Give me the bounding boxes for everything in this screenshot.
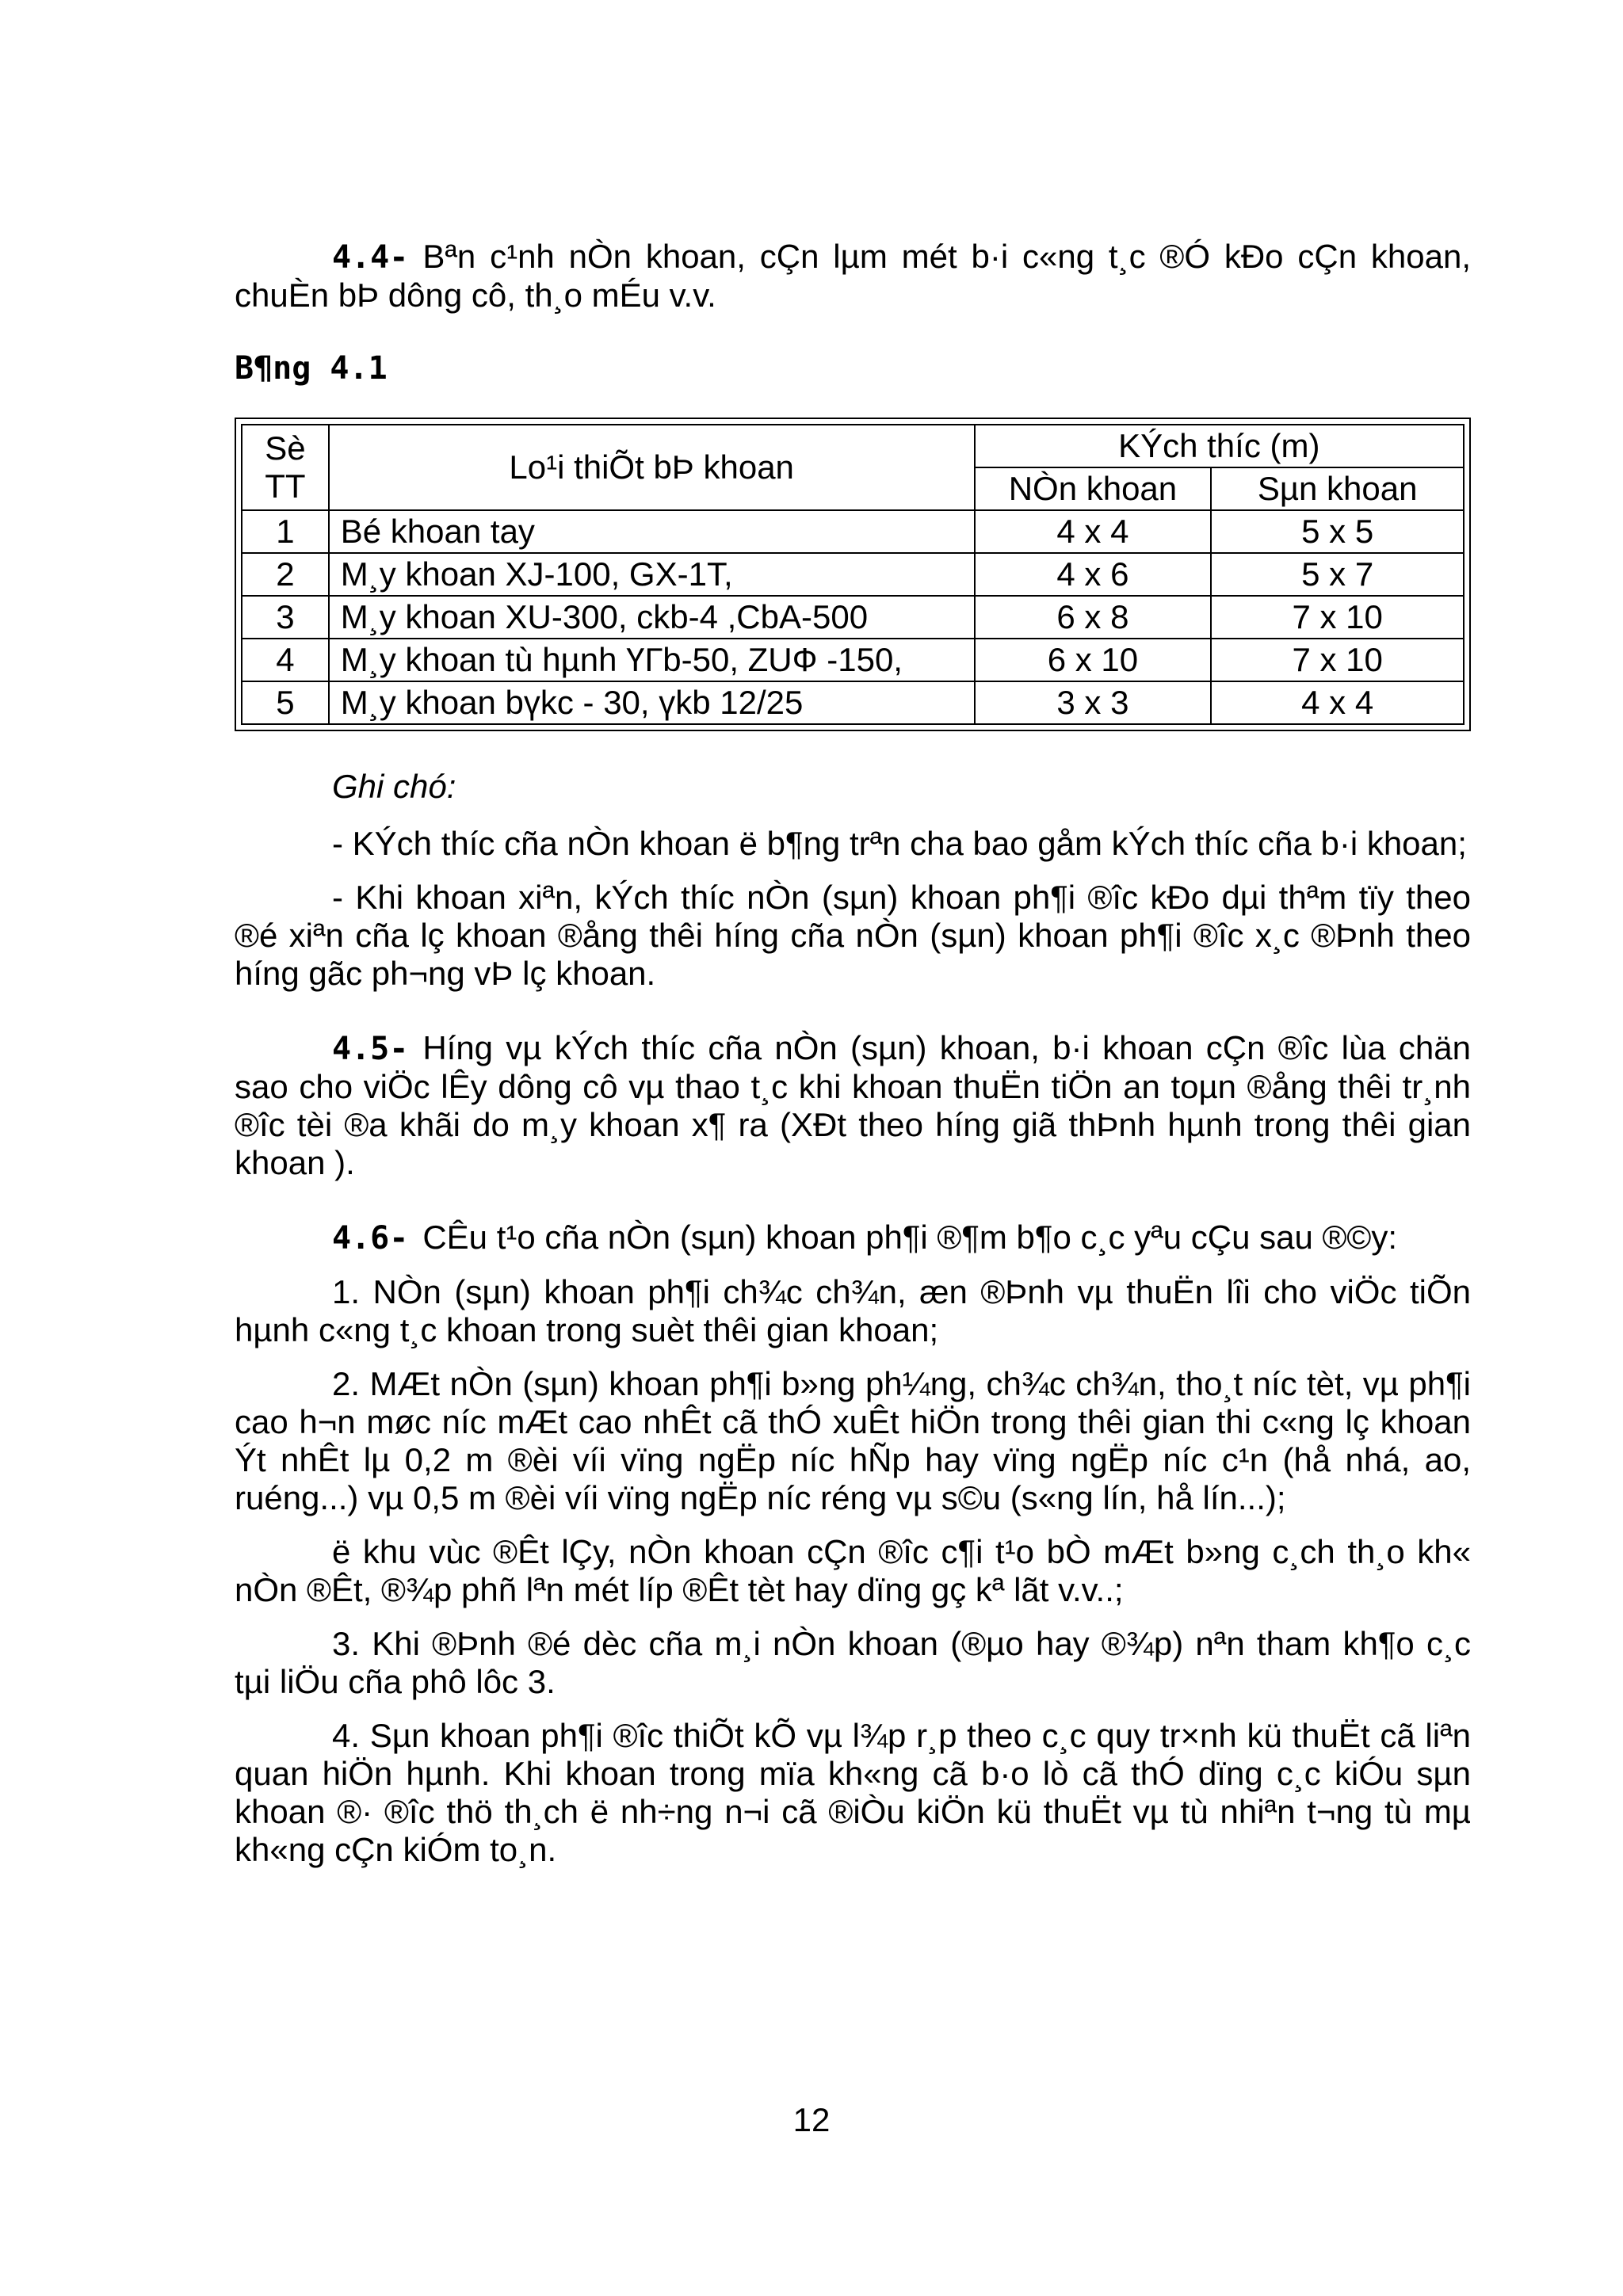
- cell-san: 5 x 7: [1211, 553, 1464, 596]
- section-number: 4.5-: [332, 1031, 409, 1067]
- table-header-row: [242, 425, 1464, 467]
- cell-nen: 6 x 10: [975, 639, 1212, 681]
- cell-stt: 5: [242, 681, 329, 724]
- section-text: Híng vµ kÝch thíc cña nÒn (sµn) khoan, b·i khoan cÇn ®îc lùa chän sao cho viÖc lÊy dông cô vµ thao t¸c khi khoan thuËn tiÖn an toµn ®ång thêi tr¸nh ®îc tèi ®a khãi do m¸y khoan x¶ ra (XÐt theo híng giã thÞnh hµnh trong thêi gian khoan ).: [235, 1029, 1471, 1181]
- header-size-group: KÝch thíc (m): [975, 425, 1464, 467]
- section-4-5: [235, 1029, 1471, 1182]
- cell-san: 4 x 4: [1211, 681, 1464, 724]
- section-text: CÊu t¹o cña nÒn (sµn) khoan ph¶i ®¶m b¶o c¸c yªu cÇu sau ®©y:: [422, 1219, 1398, 1256]
- section-number: 4.4-: [332, 239, 409, 276]
- requirement-item: ë khu vùc ®Êt lÇy, nÒn khoan cÇn ®îc c¶i t¹o bÒ mÆt b»ng c¸ch th¸o kh« nÒn ®Êt, ®¾p phñ lªn mét líp ®Êt tèt hay dïng gç kª lãt v.v..;: [235, 1533, 1471, 1608]
- requirement-item: 2. MÆt nÒn (sµn) khoan ph¶i b»ng ph¼ng, ch¾c ch¾n, tho¸t níc tèt, vµ ph¶i cao h¬n møc níc mÆt cao nhÊt cã thÓ xuÊt hiÖn trong thêi gian thi c«ng lç khoan Ýt nhÊt lµ 0,2 m ®èi víi vïng ngËp níc hÑp hay vïng ngËp níc c¹n (hå nhá, ao, ruéng...) vµ 0,5 m ®èi víi vïng ngËp níc réng vµ s©u (s«ng lín, hå lín...);: [235, 1365, 1471, 1516]
- table-row: [242, 681, 1464, 724]
- table-row: [242, 510, 1464, 553]
- header-stt: Sè TT: [242, 425, 329, 510]
- table-row: [242, 639, 1464, 681]
- cell-stt: 3: [242, 596, 329, 639]
- cell-type: M¸y khoan XJ-100, GX-1T,: [329, 553, 975, 596]
- notes-title: Ghi chó:: [332, 768, 456, 805]
- cell-type: M¸y khoan bүkc - 30, үkb 12/25: [329, 681, 975, 724]
- note-item: - KÝch thíc cña nÒn khoan ë b¶ng trªn cha bao gåm kÝch thíc cña b·i khoan;: [332, 825, 1467, 862]
- cell-nen: 3 x 3: [975, 681, 1212, 724]
- requirement-item: 4. Sµn khoan ph¶i ®îc thiÕt kÕ vµ l¾p r¸p theo c¸c quy tr×nh kü thuËt cã liªn quan hiÖn hµnh. Khi khoan trong mïa kh«ng cã b·o lò cã thÓ dïng c¸c kiÓu sµn khoan ®· ®îc thö th¸ch ë nh÷ng n¬i cã ®iÒu kiÖn kü thuËt vµ tù nhiªn t¬ng tù mµ kh«ng cÇn kiÓm to¸n.: [235, 1717, 1471, 1868]
- document-page: [235, 238, 1471, 1885]
- requirement-item: 1. NÒn (sµn) khoan ph¶i ch¾c ch¾n, æn ®Þnh vµ thuËn lîi cho viÖc tiÕn hµnh c«ng t¸c khoan trong suèt thêi gian khoan;: [235, 1273, 1471, 1348]
- note-item: - Khi khoan xiªn, kÝch thíc nÒn (sµn) khoan ph¶i ®îc kÐo dµi thªm tïy theo ®é xiªn cña lç khoan ®ång thêi híng cña nÒn (sµn) khoan ph¶i ®îc x¸c ®Þnh theo híng gãc ph¬ng vÞ lç khoan.: [235, 879, 1471, 992]
- header-type: Lo¹i thiÕt bÞ khoan: [329, 425, 975, 510]
- cell-nen: 4 x 4: [975, 510, 1212, 553]
- cell-san: 5 x 5: [1211, 510, 1464, 553]
- header-nen-khoan: NÒn khoan: [975, 467, 1212, 510]
- section-4-6: [235, 1219, 1471, 1257]
- page-number: 12: [792, 2101, 831, 2138]
- header-san-khoan: Sµn khoan: [1211, 467, 1464, 510]
- cell-san: 7 x 10: [1211, 596, 1464, 639]
- cell-san: 7 x 10: [1211, 639, 1464, 681]
- table-caption: B¶ng 4.1: [235, 350, 388, 387]
- section-4-4: [235, 238, 1471, 315]
- equipment-size-table: [241, 424, 1465, 725]
- requirement-item: 3. Khi ®Þnh ®é dèc cña m¸i nÒn khoan (®µo hay ®¾p) nªn tham kh¶o c¸c tµi liÖu cña phô lôc 3.: [235, 1625, 1471, 1700]
- section-number: 4.6-: [332, 1220, 409, 1257]
- cell-nen: 4 x 6: [975, 553, 1212, 596]
- cell-nen: 6 x 8: [975, 596, 1212, 639]
- table-row: [242, 596, 1464, 639]
- cell-type: M¸y khoan XU-300, ckb-4 ,CbA-500: [329, 596, 975, 639]
- section-text: Bªn c¹nh nÒn khoan, cÇn lµm mét b·i c«ng t¸c ®Ó kÐo cÇn khoan, chuÈn bÞ dông cô, th¸o mÉu v.v.: [235, 238, 1471, 314]
- cell-type: Bé khoan tay: [329, 510, 975, 553]
- cell-type: M¸y khoan tù hµnh ҮГb-50, ZUФ -150,: [329, 639, 975, 681]
- cell-stt: 1: [242, 510, 329, 553]
- table-row: [242, 553, 1464, 596]
- cell-stt: 4: [242, 639, 329, 681]
- table-frame: [235, 418, 1471, 731]
- cell-stt: 2: [242, 553, 329, 596]
